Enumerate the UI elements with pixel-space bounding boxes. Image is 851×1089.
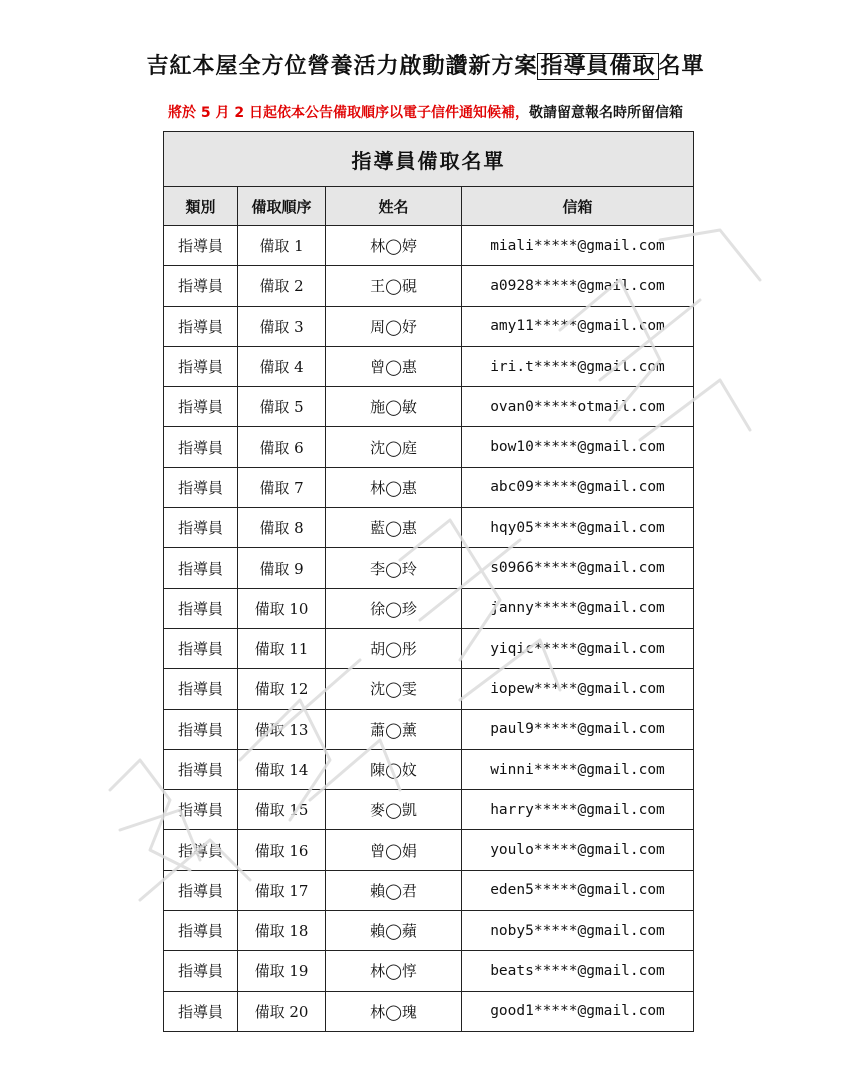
cell-order: 備取 17 (238, 870, 326, 910)
column-header-name: 姓名 (326, 187, 462, 226)
cell-email: iopew*****@gmail.com (462, 669, 694, 709)
table-row (164, 266, 694, 306)
cell-category: 指導員 (164, 588, 238, 628)
cell-category: 指導員 (164, 870, 238, 910)
cell-order: 備取 11 (238, 628, 326, 668)
cell-category: 指導員 (164, 548, 238, 588)
cell-order: 備取 2 (238, 266, 326, 306)
cell-email: s0966*****@gmail.com (462, 548, 694, 588)
cell-order: 備取 16 (238, 830, 326, 870)
cell-name: 沈◯雯 (326, 669, 462, 709)
cell-category: 指導員 (164, 790, 238, 830)
cell-category: 指導員 (164, 991, 238, 1031)
table-caption-row (164, 132, 694, 187)
cell-email: bow10*****@gmail.com (462, 427, 694, 467)
cell-email: miali*****@gmail.com (462, 226, 694, 266)
cell-email: amy11*****@gmail.com (462, 306, 694, 346)
cell-order: 備取 12 (238, 669, 326, 709)
cell-email: a0928*****@gmail.com (462, 266, 694, 306)
cell-category: 指導員 (164, 226, 238, 266)
cell-email: yiqic*****@gmail.com (462, 628, 694, 668)
cell-order: 備取 20 (238, 991, 326, 1031)
cell-name: 沈◯庭 (326, 427, 462, 467)
cell-email: noby5*****@gmail.com (462, 911, 694, 951)
cell-order: 備取 7 (238, 467, 326, 507)
cell-email: good1*****@gmail.com (462, 991, 694, 1031)
cell-category: 指導員 (164, 951, 238, 991)
cell-category: 指導員 (164, 830, 238, 870)
notice-line (0, 102, 851, 124)
cell-name: 陳◯妏 (326, 749, 462, 789)
table-caption: 指導員備取名單 (164, 132, 694, 187)
cell-name: 曾◯惠 (326, 346, 462, 386)
cell-category: 指導員 (164, 508, 238, 548)
cell-category: 指導員 (164, 467, 238, 507)
cell-email: youlo*****@gmail.com (462, 830, 694, 870)
table-row (164, 790, 694, 830)
table-header-row (164, 187, 694, 226)
table-row (164, 870, 694, 910)
cell-order: 備取 15 (238, 790, 326, 830)
cell-category: 指導員 (164, 427, 238, 467)
cell-order: 備取 13 (238, 709, 326, 749)
cell-order: 備取 19 (238, 951, 326, 991)
title-boxed-text: 指導員備取 (537, 53, 658, 80)
cell-name: 賴◯蘋 (326, 911, 462, 951)
cell-order: 備取 6 (238, 427, 326, 467)
cell-name: 王◯硯 (326, 266, 462, 306)
cell-category: 指導員 (164, 387, 238, 427)
cell-category: 指導員 (164, 628, 238, 668)
cell-email: winni*****@gmail.com (462, 749, 694, 789)
table-row (164, 346, 694, 386)
cell-order: 備取 10 (238, 588, 326, 628)
cell-order: 備取 14 (238, 749, 326, 789)
cell-name: 周◯妤 (326, 306, 462, 346)
table-row (164, 467, 694, 507)
table-row (164, 588, 694, 628)
title-suffix: 名單 (658, 54, 705, 79)
notice-black-text: 敬請留意報名時所留信箱 (528, 105, 683, 121)
cell-name: 蕭◯薰 (326, 709, 462, 749)
column-header-email: 信箱 (462, 187, 694, 226)
cell-category: 指導員 (164, 709, 238, 749)
cell-category: 指導員 (164, 266, 238, 306)
cell-email: iri.t*****@gmail.com (462, 346, 694, 386)
table-row (164, 508, 694, 548)
table-row (164, 709, 694, 749)
cell-email: janny*****@gmail.com (462, 588, 694, 628)
table-row (164, 427, 694, 467)
column-header-order: 備取順序 (238, 187, 326, 226)
notice-red-text: 將於 5 月 2 日起依本公告備取順序以電子信件通知候補， (168, 105, 529, 121)
cell-name: 林◯惇 (326, 951, 462, 991)
table-row (164, 387, 694, 427)
cell-order: 備取 3 (238, 306, 326, 346)
cell-email: eden5*****@gmail.com (462, 870, 694, 910)
cell-name: 施◯敏 (326, 387, 462, 427)
cell-email: hqy05*****@gmail.com (462, 508, 694, 548)
page-title (0, 50, 851, 84)
cell-order: 備取 18 (238, 911, 326, 951)
column-header-category: 類別 (164, 187, 238, 226)
cell-category: 指導員 (164, 346, 238, 386)
cell-name: 曾◯娟 (326, 830, 462, 870)
cell-email: beats*****@gmail.com (462, 951, 694, 991)
cell-order: 備取 5 (238, 387, 326, 427)
waitlist-table (163, 131, 694, 1032)
table-row (164, 911, 694, 951)
cell-email: abc09*****@gmail.com (462, 467, 694, 507)
cell-category: 指導員 (164, 911, 238, 951)
cell-name: 胡◯彤 (326, 628, 462, 668)
table-row (164, 830, 694, 870)
cell-category: 指導員 (164, 306, 238, 346)
cell-name: 林◯婷 (326, 226, 462, 266)
cell-name: 麥◯凱 (326, 790, 462, 830)
cell-order: 備取 4 (238, 346, 326, 386)
cell-category: 指導員 (164, 749, 238, 789)
table-body (164, 226, 694, 1032)
cell-name: 林◯瑰 (326, 991, 462, 1031)
table-row (164, 669, 694, 709)
cell-email: paul9*****@gmail.com (462, 709, 694, 749)
cell-email: harry*****@gmail.com (462, 790, 694, 830)
table-row (164, 628, 694, 668)
table-row (164, 226, 694, 266)
cell-order: 備取 1 (238, 226, 326, 266)
table-row (164, 306, 694, 346)
cell-name: 徐◯珍 (326, 588, 462, 628)
cell-name: 林◯惠 (326, 467, 462, 507)
cell-name: 藍◯惠 (326, 508, 462, 548)
cell-order: 備取 9 (238, 548, 326, 588)
cell-order: 備取 8 (238, 508, 326, 548)
table-row (164, 951, 694, 991)
table-row (164, 991, 694, 1031)
cell-email: ovan0*****otmail.com (462, 387, 694, 427)
cell-name: 賴◯君 (326, 870, 462, 910)
cell-name: 李◯玲 (326, 548, 462, 588)
table-row (164, 548, 694, 588)
cell-category: 指導員 (164, 669, 238, 709)
title-prefix: 吉紅本屋全方位營養活力啟動讚新方案 (146, 54, 538, 79)
table-row (164, 749, 694, 789)
